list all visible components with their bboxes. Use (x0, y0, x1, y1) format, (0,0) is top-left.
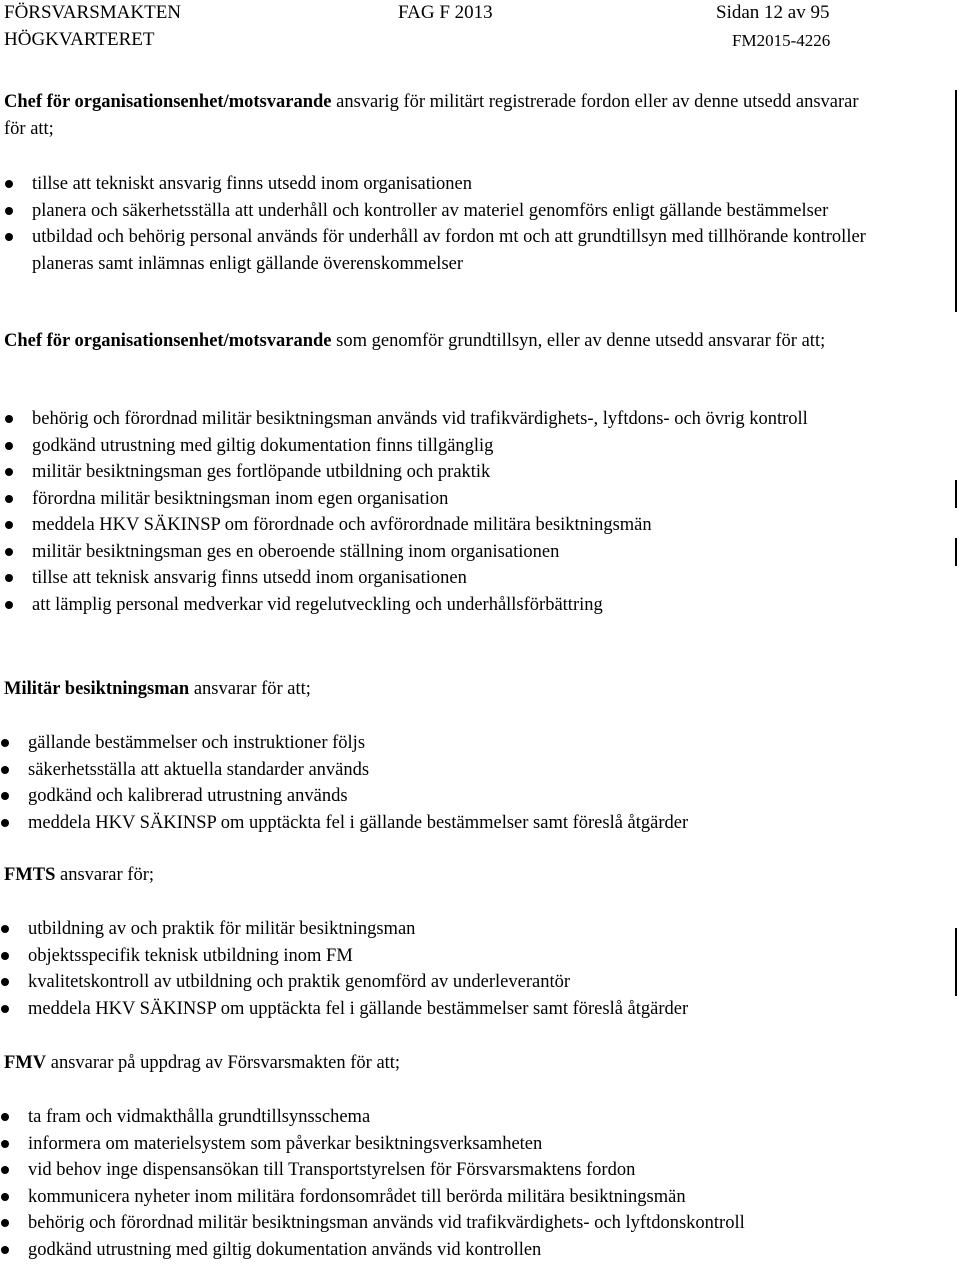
revision-change-bar (955, 90, 957, 312)
list-item: kvalitetskontroll av utbildning och praktik genomförd av underleverantör (0, 969, 896, 996)
section-3-lead-bold: Militär besiktningsman (4, 679, 190, 699)
list-item: meddela HKV SÄKINSP om förordnade och avförordnade militära besiktningsmän (0, 512, 850, 539)
list-item: förordna militär besiktningsman inom egen organisation (0, 486, 850, 513)
section-4-lead (4, 862, 874, 889)
header-reference: FM2015-4226 (732, 31, 831, 50)
section-2-list (0, 406, 850, 618)
list-item: vid behov inge dispensansökan till Transportstyrelsen för Försvarsmaktens fordon (0, 1157, 916, 1184)
list-item: meddela HKV SÄKINSP om upptäckta fel i gällande bestämmelser samt föreslå åtgärder (0, 996, 896, 1023)
section-5-lead (4, 1050, 874, 1077)
list-item: kommunicera nyheter inom militära fordonsområdet till berörda militära besiktningsmän (0, 1184, 916, 1211)
list-item: godkänd och kalibrerad utrustning används (0, 783, 896, 810)
revision-change-bar (955, 480, 957, 508)
list-item: tillse att teknisk ansvarig finns utsedd inom organisationen (0, 565, 850, 592)
list-item: meddela HKV SÄKINSP om upptäckta fel i gällande bestämmelser samt föreslå åtgärder (0, 810, 896, 837)
list-item: utbildning av och praktik för militär besiktningsman (0, 916, 896, 943)
list-item: ta fram och vidmakthålla grundtillsynsschema (0, 1104, 916, 1131)
section-1-lead-bold: Chef för organisationsenhet/motsvarande (4, 92, 332, 112)
list-item: säkerhetsställa att aktuella standarder används (0, 757, 896, 784)
list-item: tillse att tekniskt ansvarig finns utsedd inom organisationen (0, 171, 870, 198)
list-item: objektsspecifik teknisk utbildning inom FM (0, 943, 896, 970)
list-item: utbildad och behörig personal används för underhåll av fordon mt och att grundtillsyn med tillhörande kontroller planeras samt inlämnas enligt gällande överenskommelser (0, 224, 870, 277)
section-1-lead-text: ansvarig för militärt registrerade fordon eller av denne utsedd ansvarar för att; (4, 92, 859, 139)
section-3-lead (4, 676, 874, 703)
section-1-list (0, 171, 870, 277)
list-item: militär besiktningsman ges fortlöpande utbildning och praktik (0, 459, 850, 486)
list-item: planera och säkerhetsställa att underhåll och kontroller av materiel genomförs enligt gällande bestämmelser (0, 198, 870, 225)
header-hq: HÖGKVARTERET (4, 29, 155, 50)
list-item: behörig och förordnad militär besiktningsman används vid trafikvärdighets- och lyftdonskontroll (0, 1210, 916, 1237)
section-2-lead-text: som genomför grundtillsyn, eller av denne utsedd ansvarar för att; (331, 331, 826, 351)
header-doc-id: FAG F 2013 (398, 2, 493, 23)
section-4-list (0, 916, 896, 1022)
section-5-list (0, 1104, 916, 1263)
section-4-lead-text: ansvarar för; (55, 865, 155, 885)
section-5-lead-bold: FMV (4, 1053, 47, 1073)
revision-change-bar (955, 538, 957, 566)
list-item: militär besiktningsman ges en oberoende ställning inom organisationen (0, 539, 850, 566)
section-3-list (0, 730, 896, 836)
section-2-lead-bold: Chef för organisationsenhet/motsvarande (4, 331, 332, 351)
list-item: behörig och förordnad militär besiktningsman används vid trafikvärdighets-, lyftdons- och övrig kontroll (0, 406, 850, 433)
section-5-lead-text: ansvarar på uppdrag av Försvarsmakten för att; (46, 1053, 401, 1073)
list-item: godkänd utrustning med giltig dokumentation används vid kontrollen (0, 1237, 916, 1264)
section-2-lead (4, 328, 874, 355)
header-org: FÖRSVARSMAKTEN (4, 2, 182, 23)
header-page-number: Sidan 12 av 95 (716, 2, 830, 23)
section-3-lead-text: ansvarar för att; (189, 679, 311, 699)
list-item: godkänd utrustning med giltig dokumentation finns tillgänglig (0, 433, 850, 460)
list-item: gällande bestämmelser och instruktioner följs (0, 730, 896, 757)
revision-change-bar (955, 928, 957, 996)
section-4-lead-bold: FMTS (4, 865, 56, 885)
list-item: informera om materielsystem som påverkar besiktningsverksamheten (0, 1131, 916, 1158)
section-1-lead (4, 89, 874, 142)
list-item: att lämplig personal medverkar vid regelutveckling och underhållsförbättring (0, 592, 850, 619)
